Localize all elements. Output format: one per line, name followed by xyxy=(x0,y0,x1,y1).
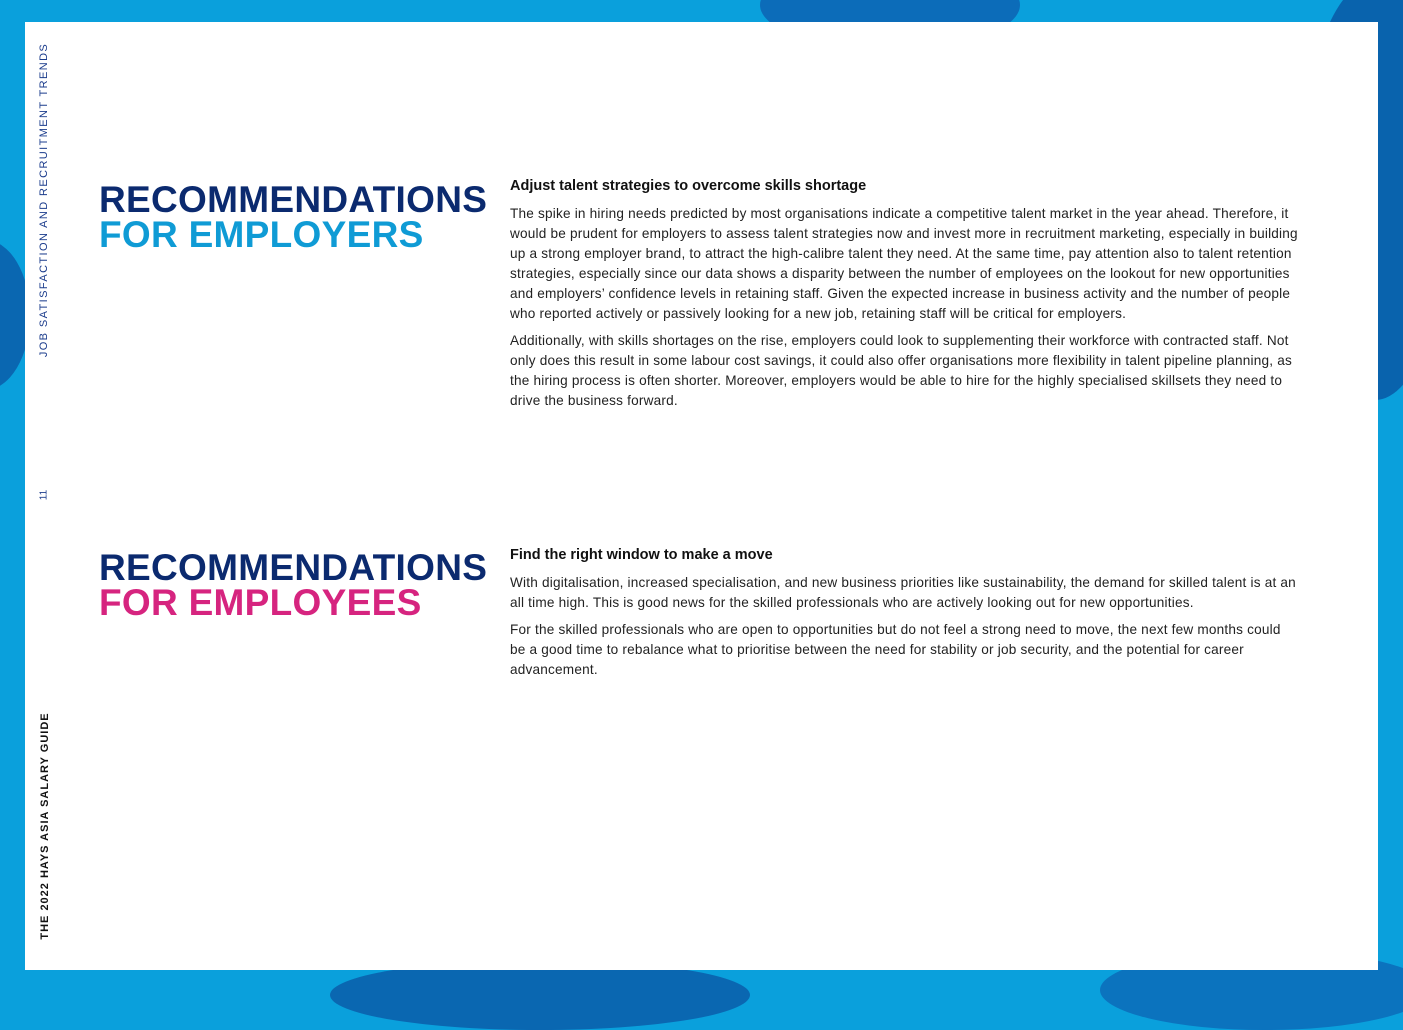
employees-heading-line2: FOR EMPLOYEES xyxy=(99,582,422,623)
employers-paragraph-1: The spike in hiring needs predicted by most organisations indicate a competitive talent market in the year ahead. Therefore, it would be prudent for employers to assess talent strategies now and invest more in recruitment marketing, especially in building up a strong employer brand, to attract the high-calibre talent they need. At the same time, pay attention also to talent retention strategies, especially since our data shows a disparity between the number of employees on the lookout for new opportunities and employers’ confidence levels in retaining staff. Given the expected increase in business activity and the number of people who reported actively or passively looking for a new job, retaining staff will be critical for employers. xyxy=(510,206,1298,321)
employees-heading xyxy=(99,547,488,623)
guide-title-vertical: THE 2022 HAYS ASIA SALARY GUIDE xyxy=(39,712,51,940)
employers-paragraph-2: Additionally, with skills shortages on the rise, employers could look to supplementing their workforce with contracted staff. Not only does this result in some labour cost savings, it could also offer organisations more flexibility in talent pipeline planning, as the hiring process is often shorter. Moreover, employers would be able to hire for the highly specialised skillsets they need to drive the business forward. xyxy=(510,333,1292,408)
employers-heading-line1: RECOMMENDATIONS xyxy=(99,179,488,220)
employers-content xyxy=(510,176,1300,418)
employees-paragraph-1: With digitalisation, increased specialisation, and new business priorities like sustainability, the demand for skilled talent is at an all time high. This is good news for the skilled professionals who are actively looking out for new opportunities. xyxy=(510,575,1296,610)
employers-heading xyxy=(99,179,488,255)
employers-subheading: Adjust talent strategies to overcome skills shortage xyxy=(510,178,867,194)
employees-heading-line1: RECOMMENDATIONS xyxy=(99,547,488,588)
employers-heading-line2: FOR EMPLOYERS xyxy=(99,214,424,255)
background-shape xyxy=(330,960,750,1030)
employees-paragraph-2: For the skilled professionals who are open to opportunities but do not feel a strong need to move, the next few months could be a good time to rebalance what to prioritise between the need for stability or job security, and the potential for career advancement. xyxy=(510,622,1281,677)
section-title-vertical: JOB SATISFACTION AND RECRUITMENT TRENDS xyxy=(38,42,50,358)
page-number: 11 xyxy=(38,489,50,501)
employees-content xyxy=(510,545,1300,687)
employees-subheading: Find the right window to make a move xyxy=(510,547,773,563)
page xyxy=(25,22,1378,970)
